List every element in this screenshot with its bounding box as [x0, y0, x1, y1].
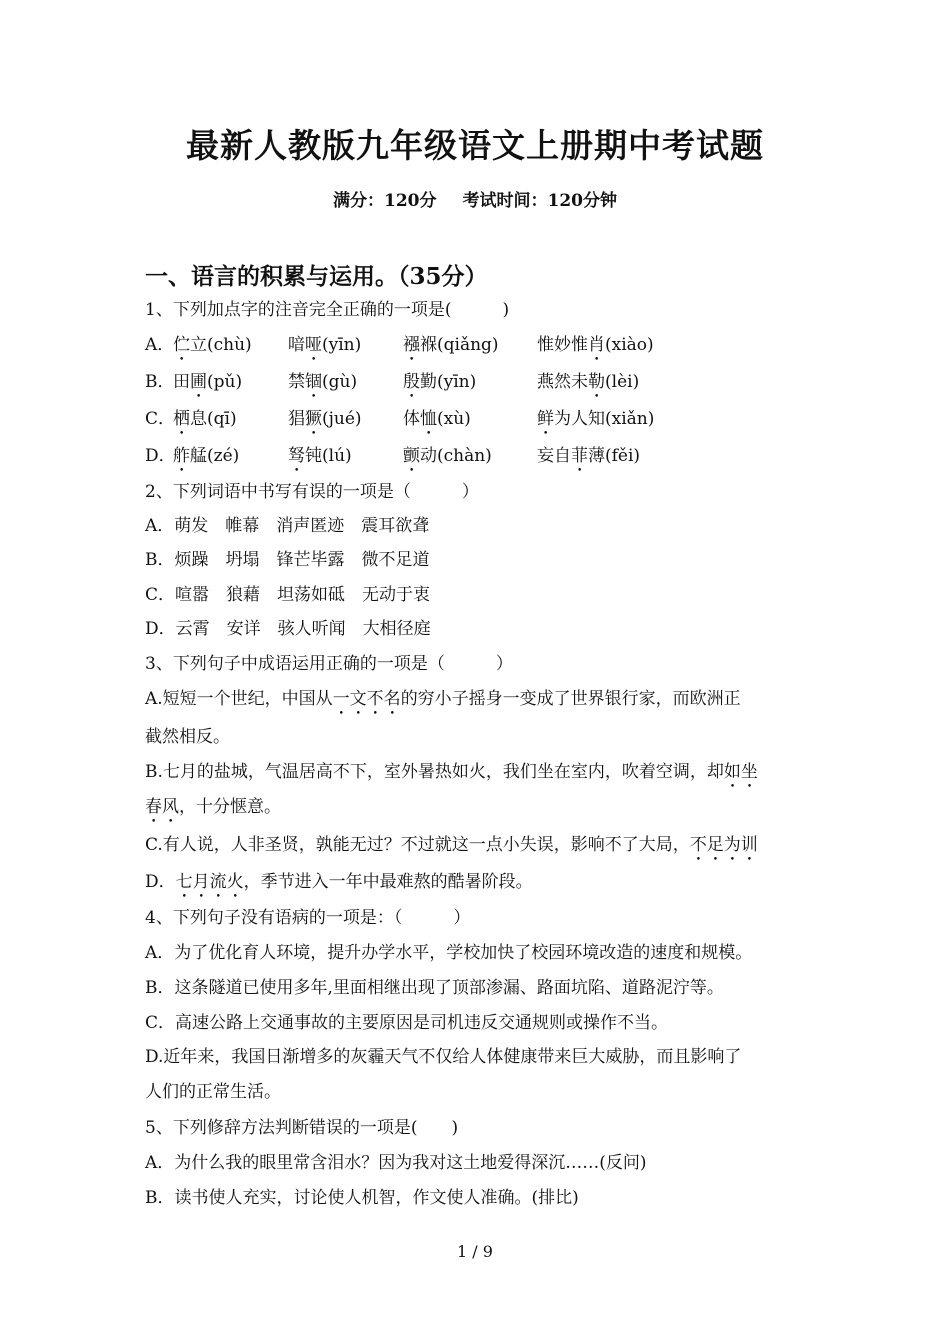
- q5-option-b: B．读书使人充实，讨论使人机智，作文使人准确。(排比): [145, 1188, 579, 1208]
- pinyin-item: 襁褓(qiǎng): [403, 335, 499, 355]
- option-label: D．: [145, 446, 176, 466]
- pinyin-item: 驽钝(lú): [288, 446, 352, 466]
- pinyin-item: 田圃(pǔ): [173, 372, 243, 392]
- page-title: 最新人教版九年级语文上册期中考试题: [186, 126, 764, 165]
- pinyin-item: 燕然未勒(lèi): [537, 372, 640, 392]
- pinyin-item: 体恤(xù): [403, 409, 471, 429]
- q1-option-a: [145, 333, 785, 359]
- question-1-stem: 1、下列加点字的注音完全正确的一项是( ): [145, 300, 510, 320]
- section-heading: 一、语言的积累与运用。（35分）: [145, 263, 488, 290]
- pinyin-item: 颤动(chàn): [403, 446, 492, 466]
- q3-option-c: C.有人说，人非圣贤，孰能无过？不过就这一点小失误，影响不了大局，不足为训: [145, 835, 758, 855]
- pinyin-item: 喑哑(yīn): [288, 335, 362, 355]
- exam-info: [0, 186, 950, 211]
- pinyin-item: 妄自菲薄(fěi): [537, 446, 641, 466]
- q5-option-a: A．为什么我的眼里常含泪水？因为我对这土地爱得深沉……(反问): [145, 1153, 647, 1173]
- q4-option-d-cont: 人们的正常生活。: [145, 1082, 281, 1102]
- pinyin-item: 鲜为人知(xiǎn): [537, 409, 655, 429]
- q2-option-c: C．喧嚣 狼藉 坦荡如砥 无动于衷: [145, 585, 431, 605]
- q1-option-d: [145, 444, 785, 470]
- pinyin-item: 殷勤(yīn): [403, 372, 477, 392]
- exam-time: 考试时间：120分钟: [462, 191, 617, 211]
- page-number: 1 / 9: [457, 1242, 493, 1261]
- pinyin-item: 猖獗(jué): [288, 409, 362, 429]
- option-label: C．: [145, 409, 176, 429]
- q4-option-a: A．为了优化育人环境，提升办学水平，学校加快了校园环境改造的速度和规模。: [145, 943, 753, 963]
- q3-option-a-cont: 截然相反。: [145, 727, 230, 747]
- q1-option-c: [145, 407, 785, 433]
- q3-option-a: A.短短一个世纪，中国从一文不名的穷小子摇身一变成了世界银行家，而欧洲正: [145, 689, 741, 709]
- pinyin-item: 舴艋(zé): [173, 446, 240, 466]
- q3-option-d: D．七月流火，季节进入一年中最难熬的酷暑阶段。: [145, 872, 533, 892]
- q4-option-b: B．这条隧道已使用多年,里面相继出现了顶部渗漏、路面坑陷、道路泥泞等。: [145, 978, 724, 998]
- pinyin-item: 禁锢(gù): [288, 372, 358, 392]
- question-3-stem: 3、下列句子中成语运用正确的一项是（ ）: [145, 654, 513, 674]
- q1-option-b: [145, 370, 785, 396]
- full-score: 满分：120分: [333, 191, 437, 211]
- q2-option-a: A．萌发 帷幕 消声匿迹 震耳欲聋: [145, 516, 430, 536]
- question-4-stem: 4、下列句子没有语病的一项是：（ ）: [145, 908, 471, 928]
- option-label: A．: [145, 335, 175, 355]
- q3-option-b-cont: 春风，十分惬意。: [145, 797, 281, 817]
- question-2-stem: 2、下列词语中书写有误的一项是（ ）: [145, 482, 479, 502]
- pinyin-item: 惟妙惟肖(xiào): [537, 335, 654, 355]
- q4-option-c: C．高速公路上交通事故的主要原因是司机违反交通规则或操作不当。: [145, 1013, 669, 1033]
- q2-option-d: D．云霄 安详 骇人听闻 大相径庭: [145, 619, 431, 639]
- q3-option-b: B.七月的盐城，气温居高不下，室外暑热如火，我们坐在室内，吹着空调，却如坐: [145, 762, 758, 782]
- q4-option-d: D.近年来，我国日渐增多的灰霾天气不仅给人体健康带来巨大威胁，而且影响了: [145, 1047, 742, 1067]
- q2-option-b: B．烦躁 坍塌 锋芒毕露 微不足道: [145, 550, 430, 570]
- pinyin-item: 伫立(chù): [173, 335, 252, 355]
- pinyin-item: 栖息(qī): [173, 409, 237, 429]
- option-label: B．: [145, 372, 175, 392]
- question-5-stem: 5、下列修辞方法判断错误的一项是( ): [145, 1118, 459, 1138]
